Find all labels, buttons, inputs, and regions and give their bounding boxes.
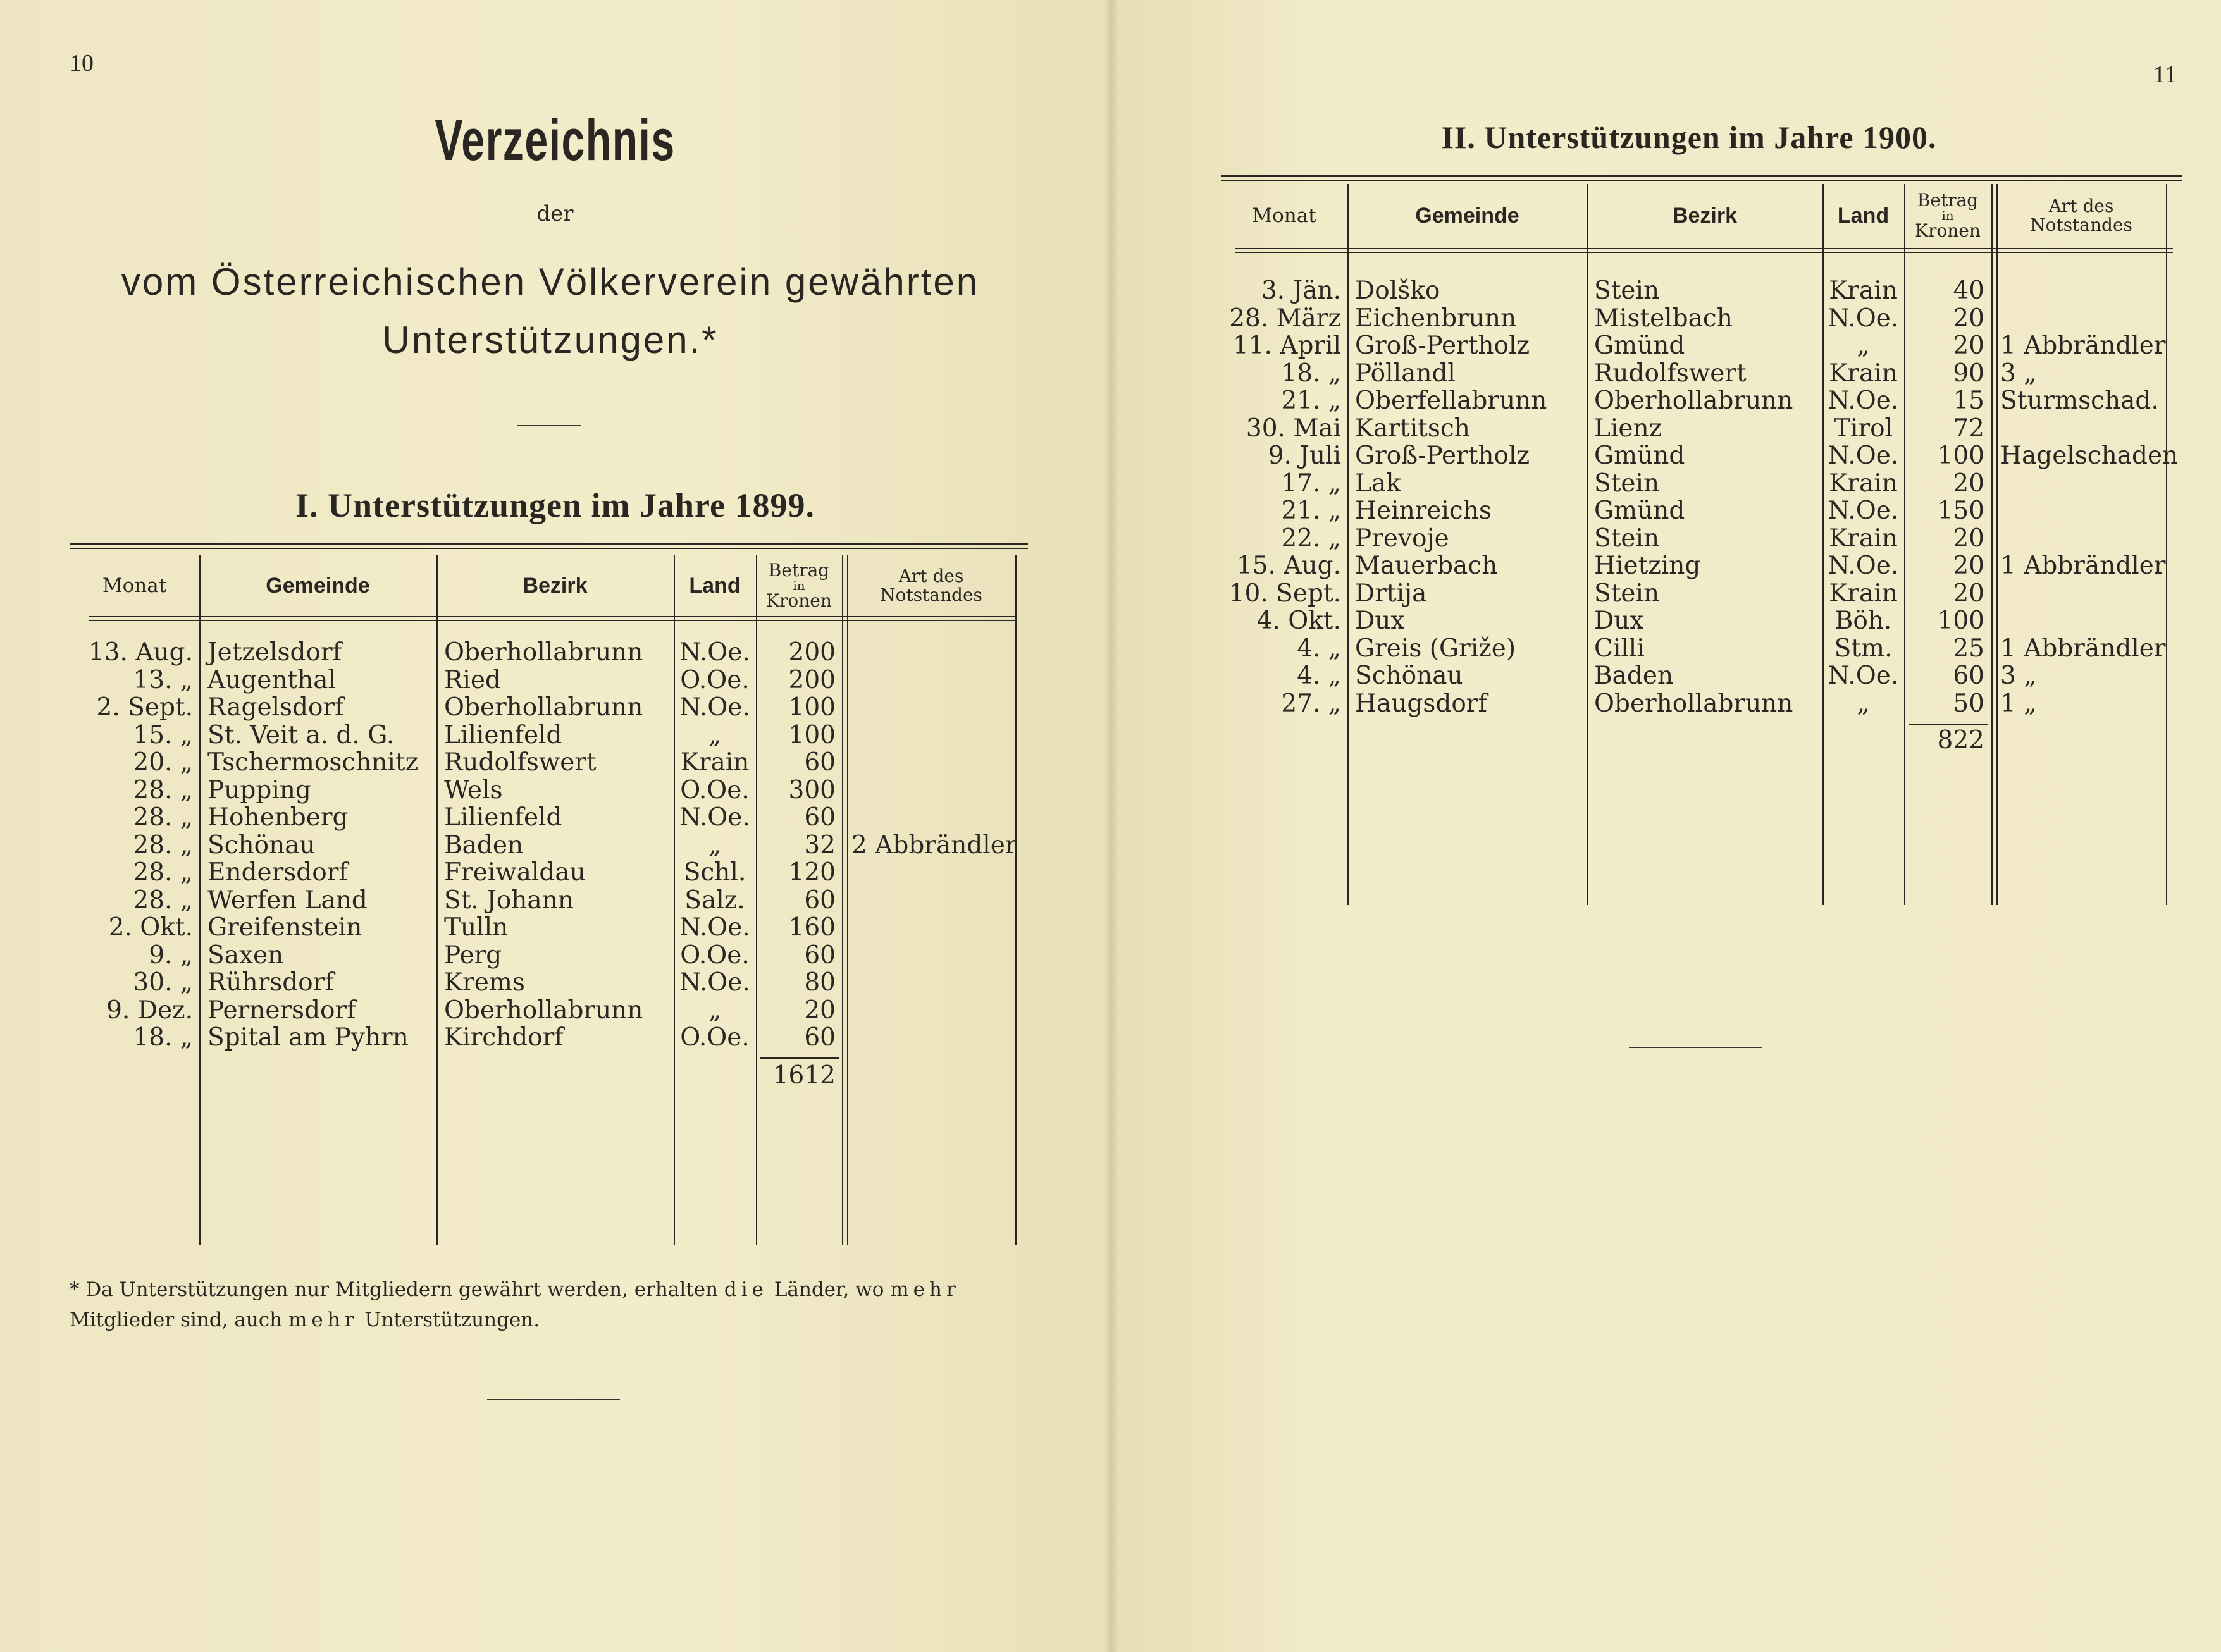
- cell-art: 1 Abbrändler: [2000, 331, 2166, 360]
- cell-gemeinde: St. Veit a. d. G.: [207, 720, 395, 749]
- cell-monat: 21. „: [1281, 496, 1341, 525]
- cell-bezirk: Krems: [444, 968, 525, 997]
- cell-land: N.Oe.: [1828, 441, 1899, 470]
- cell-monat: 17. „: [1281, 469, 1341, 498]
- cell-monat: 27. „: [1281, 689, 1341, 718]
- cell-bezirk: Kirchdorf: [444, 1023, 564, 1052]
- cell-monat: 13. „: [133, 665, 193, 694]
- cell-land: N.Oe.: [1828, 386, 1899, 415]
- cell-gemeinde: Dux: [1355, 607, 1405, 635]
- cell-betrag: 20: [1953, 304, 1984, 333]
- cell-bezirk: Oberhollabrunn: [444, 996, 643, 1025]
- cell-gemeinde: Pernersdorf: [207, 996, 356, 1025]
- cell-betrag: 25: [1953, 634, 1984, 663]
- cell-bezirk: Stein: [1594, 579, 1660, 608]
- cell-betrag: 20: [804, 996, 836, 1025]
- table-row: [1221, 470, 2182, 498]
- cell-betrag: 60: [1953, 662, 1984, 690]
- cell-land: Salz.: [684, 885, 745, 915]
- cell-land: O.Oe.: [680, 940, 750, 970]
- cell-betrag: 150: [1937, 496, 1984, 525]
- cell-betrag: 100: [1937, 607, 1984, 635]
- table-row: [70, 722, 1028, 749]
- cell-gemeinde: Kartitsch: [1355, 414, 1470, 443]
- cell-land: Stm.: [1834, 634, 1893, 663]
- cell-gemeinde: Greis (Griže): [1355, 634, 1516, 663]
- cell-monat: 4. „: [1297, 634, 1341, 663]
- table-row: [1221, 525, 2182, 553]
- table-row: [70, 914, 1028, 942]
- cell-monat: 28. „: [133, 803, 193, 832]
- cell-bezirk: Gmünd: [1594, 496, 1685, 525]
- cell-gemeinde: Spital am Pyhrn: [207, 1023, 409, 1052]
- cell-monat: 11. April: [1232, 331, 1341, 360]
- cell-gemeinde: Ragelsdorf: [207, 693, 344, 722]
- cell-gemeinde: Groß-Pertholz: [1355, 331, 1530, 360]
- cell-betrag: 120: [788, 858, 836, 887]
- cell-land: Krain: [1829, 469, 1898, 498]
- cell-art: 2 Abbrändler: [851, 830, 1017, 860]
- cell-betrag: 60: [804, 748, 836, 777]
- cell-betrag: 100: [788, 720, 836, 749]
- cell-monat: 15. „: [133, 720, 193, 749]
- table-row: [1221, 497, 2182, 525]
- page-title: Verzeichnis: [435, 108, 676, 173]
- header-land: Land: [689, 574, 741, 598]
- cell-monat: 18. „: [133, 1023, 193, 1052]
- cell-bezirk: Stein: [1594, 469, 1660, 498]
- cell-betrag: 90: [1953, 359, 1984, 388]
- cell-bezirk: Rudolfswert: [1594, 359, 1747, 388]
- cell-bezirk: Perg: [444, 940, 502, 970]
- cell-bezirk: Baden: [1594, 662, 1674, 690]
- cell-art: Hagelschaden: [2000, 441, 2179, 470]
- page-number-left: 10: [70, 50, 94, 77]
- cell-land: „: [708, 996, 722, 1025]
- table-row: [1221, 387, 2182, 415]
- cell-bezirk: Stein: [1594, 524, 1660, 553]
- cell-gemeinde: Drtija: [1355, 579, 1427, 608]
- cell-monat: 20. „: [133, 748, 193, 777]
- cell-land: „: [1857, 689, 1870, 718]
- cell-art: 1 Abbrändler: [2000, 552, 2166, 580]
- cell-betrag: 60: [804, 940, 836, 970]
- cell-monat: 4. „: [1297, 662, 1341, 690]
- cell-monat: 28. „: [133, 775, 193, 804]
- cell-gemeinde: Greifenstein: [207, 913, 362, 942]
- cell-betrag: 160: [788, 913, 836, 942]
- cell-betrag: 60: [804, 803, 836, 832]
- cell-monat: 4. Okt.: [1256, 607, 1341, 635]
- cell-betrag: 20: [1953, 552, 1984, 580]
- cell-monat: 2. Okt.: [108, 913, 193, 942]
- cell-land: Tirol: [1833, 414, 1893, 443]
- table-row: [70, 997, 1028, 1025]
- cell-betrag: 200: [788, 665, 836, 694]
- cell-bezirk: Oberhollabrunn: [1594, 386, 1793, 415]
- cell-monat: 28. „: [133, 885, 193, 915]
- cell-bezirk: Oberhollabrunn: [444, 693, 643, 722]
- cell-bezirk: Freiwaldau: [444, 858, 586, 887]
- cell-bezirk: Cilli: [1594, 634, 1645, 663]
- cell-betrag: 15: [1953, 386, 1984, 415]
- cell-gemeinde: Tschermoschnitz: [207, 748, 419, 777]
- cell-monat: 2. Sept.: [96, 693, 193, 722]
- cell-gemeinde: Dolško: [1355, 276, 1440, 305]
- cell-land: O.Oe.: [680, 665, 750, 694]
- table-row: [1221, 442, 2182, 470]
- cell-monat: 9. Dez.: [106, 996, 193, 1025]
- table-row: [70, 804, 1028, 832]
- cell-betrag: 100: [1937, 441, 1984, 470]
- header-art: Art des Notstandes: [2030, 195, 2132, 235]
- cell-betrag: 60: [804, 1023, 836, 1052]
- cell-land: N.Oe.: [679, 913, 750, 942]
- cell-bezirk: Gmünd: [1594, 331, 1685, 360]
- cell-monat: 15. Aug.: [1236, 552, 1341, 580]
- cell-bezirk: Dux: [1594, 607, 1644, 635]
- cell-bezirk: Ried: [444, 665, 501, 694]
- cell-land: N.Oe.: [679, 968, 750, 997]
- cell-betrag: 300: [788, 775, 836, 804]
- cell-monat: 30. „: [133, 968, 193, 997]
- header-betrag: Betrag in Kronen: [1915, 190, 1981, 241]
- cell-gemeinde: Schönau: [1355, 662, 1463, 690]
- end-rule-left: [487, 1399, 620, 1400]
- cell-monat: 30. Mai: [1246, 414, 1341, 443]
- cell-betrag: 20: [1953, 469, 1984, 498]
- page-number-right: 11: [2153, 61, 2177, 88]
- table-row: [1221, 607, 2182, 635]
- table-row: [70, 832, 1028, 860]
- table-row: [70, 667, 1028, 694]
- cell-betrag: 50: [1953, 689, 1984, 718]
- cell-land: N.Oe.: [679, 693, 750, 722]
- cell-bezirk: Baden: [444, 830, 524, 860]
- table-row: [70, 887, 1028, 915]
- cell-bezirk: Wels: [444, 775, 503, 804]
- cell-art: 3 „: [2000, 359, 2037, 388]
- cell-betrag: 100: [788, 693, 836, 722]
- table-row: [1221, 635, 2182, 663]
- cell-gemeinde: Pupping: [207, 775, 311, 804]
- cell-bezirk: Lilienfeld: [444, 803, 562, 832]
- cell-betrag: 20: [1953, 524, 1984, 553]
- cell-monat: 9. Juli: [1268, 441, 1341, 470]
- cell-bezirk: St. Johann: [444, 885, 574, 915]
- header-art: Art des Notstandes: [880, 565, 982, 605]
- table-row: [70, 1024, 1028, 1052]
- cell-bezirk: Mistelbach: [1594, 304, 1733, 333]
- footnote: * Da Unterstützungen nur Mitgliedern gewährt werden, erhalten die Länder, wo mehr Mitglieder sind, auch mehr Unterstützungen.: [70, 1278, 960, 1331]
- cell-gemeinde: Endersdorf: [207, 858, 348, 887]
- header-gemeinde: Gemeinde: [266, 574, 370, 598]
- cell-land: N.Oe.: [679, 638, 750, 667]
- cell-land: Krain: [680, 748, 750, 777]
- cell-land: O.Oe.: [680, 1023, 750, 1052]
- cell-betrag: 40: [1953, 276, 1984, 305]
- table-row: [1221, 662, 2182, 690]
- table-row: [70, 694, 1028, 722]
- cell-gemeinde: Eichenbrunn: [1355, 304, 1517, 333]
- book-gutter: [1104, 0, 1118, 1652]
- cell-betrag: 20: [1953, 331, 1984, 360]
- header-bezirk: Bezirk: [1672, 204, 1738, 228]
- cell-land: „: [708, 830, 722, 860]
- cell-gemeinde: Jetzelsdorf: [207, 638, 342, 667]
- table-row: [1221, 552, 2182, 580]
- cell-bezirk: Hietzing: [1594, 552, 1701, 580]
- subtitle-line-1: vom Österreichischen Völkerverein gewährten: [121, 261, 980, 303]
- cell-betrag: 32: [804, 830, 836, 860]
- cell-gemeinde: Pöllandl: [1355, 359, 1456, 388]
- cell-monat: 9. „: [149, 940, 193, 970]
- cell-land: Krain: [1829, 359, 1898, 388]
- cell-gemeinde: Saxen: [207, 940, 284, 970]
- cell-monat: 22. „: [1281, 524, 1341, 553]
- header-land: Land: [1837, 204, 1890, 228]
- section-title-1899: I. Unterstützungen im Jahre 1899.: [295, 486, 815, 524]
- cell-land: Krain: [1829, 579, 1898, 608]
- cell-gemeinde: Prevoje: [1355, 524, 1449, 553]
- cell-gemeinde: Haugsdorf: [1355, 689, 1487, 718]
- cell-land: „: [1857, 331, 1870, 360]
- table-row: [1221, 580, 2182, 608]
- cell-gemeinde: Augenthal: [207, 665, 336, 694]
- cell-art: 3 „: [2000, 662, 2037, 690]
- cell-gemeinde: Oberfellabrunn: [1355, 386, 1547, 415]
- table-1900: [1221, 175, 2182, 908]
- cell-land: Krain: [1829, 524, 1898, 553]
- cell-land: Schl.: [683, 858, 746, 887]
- table-row: [70, 969, 1028, 997]
- cell-bezirk: Oberhollabrunn: [1594, 689, 1793, 718]
- cell-gemeinde: Mauerbach: [1355, 552, 1498, 580]
- end-rule-right: [1629, 1047, 1762, 1048]
- cell-monat: 18. „: [1281, 359, 1341, 388]
- cell-land: „: [708, 720, 722, 749]
- cell-monat: 28. „: [133, 858, 193, 887]
- table-1899: [70, 543, 1028, 1245]
- cell-gemeinde: Hohenberg: [207, 803, 349, 832]
- cell-land: Krain: [1829, 276, 1898, 305]
- cell-monat: 3. Jän.: [1261, 276, 1341, 305]
- cell-gemeinde: Rührsdorf: [207, 968, 334, 997]
- cell-land: N.Oe.: [1828, 552, 1899, 580]
- cell-bezirk: Rudolfswert: [444, 748, 597, 777]
- divider-rule: [517, 425, 581, 426]
- cell-monat: 28. März: [1229, 304, 1341, 333]
- section-title-1900: II. Unterstützungen im Jahre 1900.: [1441, 120, 1937, 155]
- title-connector: der: [536, 201, 574, 226]
- page-subtitle: [76, 253, 1025, 369]
- cell-land: Böh.: [1834, 607, 1892, 635]
- cell-land: N.Oe.: [679, 803, 750, 832]
- subtitle-line-2: Unterstützungen.*: [382, 319, 719, 361]
- cell-land: N.Oe.: [1828, 662, 1899, 690]
- cell-betrag: 200: [788, 638, 836, 667]
- cell-gemeinde: Groß-Pertholz: [1355, 441, 1530, 470]
- cell-art: 1 „: [2000, 689, 2037, 718]
- total-1900: 822: [1937, 726, 1984, 755]
- cell-monat: 28. „: [133, 830, 193, 860]
- cell-betrag: 20: [1953, 579, 1984, 608]
- table-row: [1221, 415, 2182, 443]
- cell-bezirk: Gmünd: [1594, 441, 1685, 470]
- cell-gemeinde: Werfen Land: [207, 885, 368, 915]
- cell-monat: 21. „: [1281, 386, 1341, 415]
- cell-gemeinde: Schönau: [207, 830, 316, 860]
- table-row: [70, 777, 1028, 804]
- cell-art: 1 Abbrändler: [2000, 634, 2166, 663]
- table-row: [70, 749, 1028, 777]
- cell-land: N.Oe.: [1828, 304, 1899, 333]
- table-row: [1221, 277, 2182, 305]
- table-row: [70, 859, 1028, 887]
- cell-betrag: 60: [804, 885, 836, 915]
- header-monat: Monat: [102, 574, 167, 597]
- cell-gemeinde: Lak: [1355, 469, 1401, 498]
- cell-land: O.Oe.: [680, 775, 750, 804]
- table-row: [1221, 690, 2182, 718]
- total-1899: 1612: [772, 1061, 836, 1090]
- cell-bezirk: Stein: [1594, 276, 1660, 305]
- table-row: [70, 942, 1028, 970]
- table-row: [70, 639, 1028, 667]
- cell-bezirk: Tulln: [444, 913, 509, 942]
- cell-monat: 13. Aug.: [88, 638, 193, 667]
- cell-land: N.Oe.: [1828, 496, 1899, 525]
- cell-bezirk: Lilienfeld: [444, 720, 562, 749]
- table-row: [1221, 360, 2182, 388]
- header-monat: Monat: [1252, 204, 1316, 227]
- cell-monat: 10. Sept.: [1228, 579, 1341, 608]
- table-row: [1221, 305, 2182, 333]
- table-row: [1221, 332, 2182, 360]
- cell-betrag: 72: [1953, 414, 1984, 443]
- cell-art: Sturmschad.: [2000, 386, 2159, 415]
- header-betrag: Betrag in Kronen: [766, 560, 832, 611]
- cell-gemeinde: Heinreichs: [1355, 496, 1492, 525]
- cell-bezirk: Oberhollabrunn: [444, 638, 643, 667]
- cell-bezirk: Lienz: [1594, 414, 1662, 443]
- header-bezirk: Bezirk: [523, 574, 588, 598]
- header-gemeinde: Gemeinde: [1415, 204, 1519, 228]
- cell-betrag: 80: [804, 968, 836, 997]
